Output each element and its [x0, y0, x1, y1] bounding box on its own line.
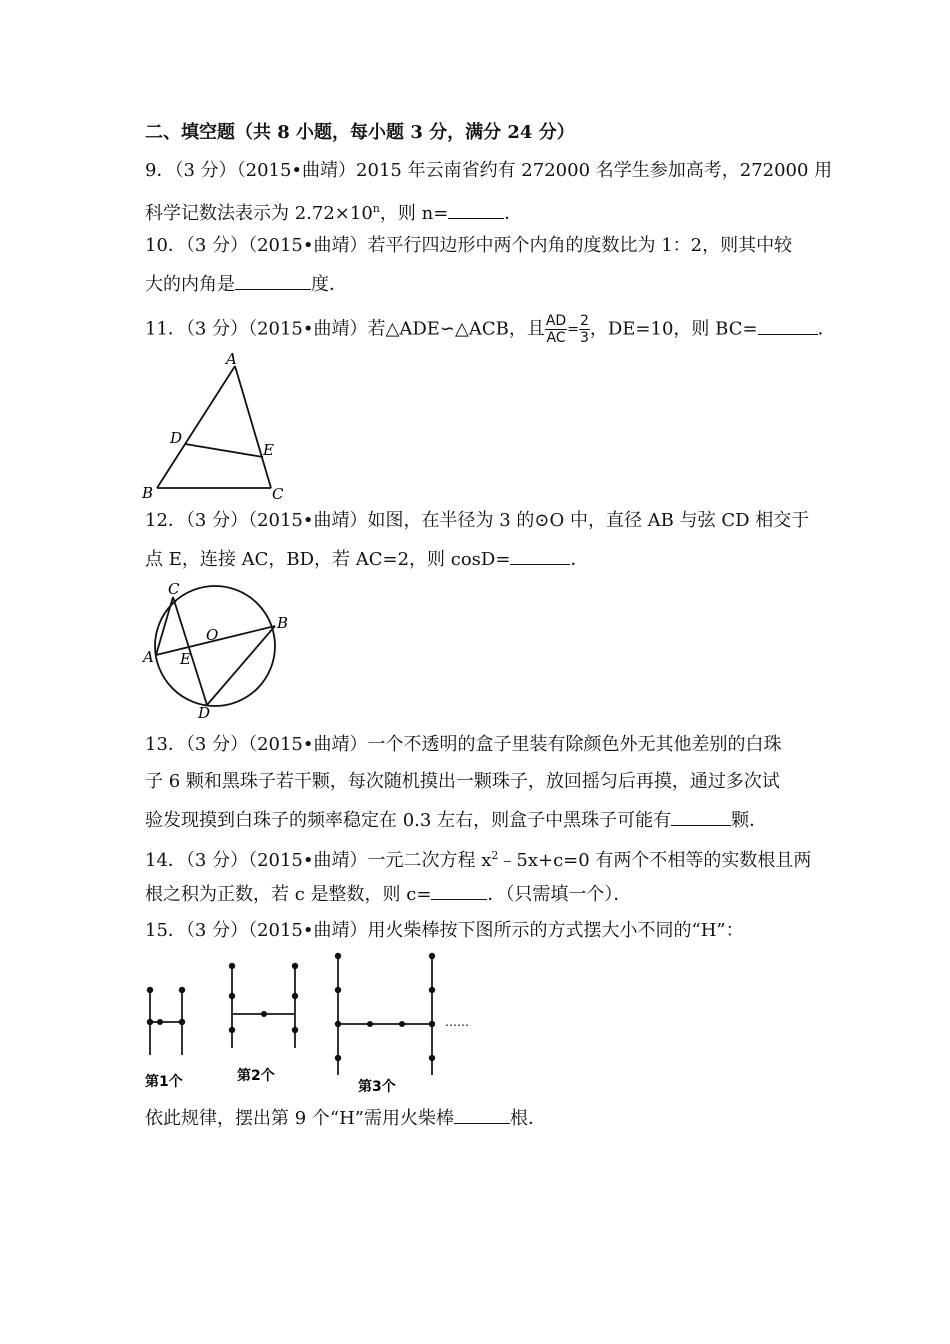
edge-ac: [235, 366, 271, 488]
q9-line1: 9．（3 分）（2015•曲靖）2015 年云南省约有 272000 名学生参加高考，272000 用: [145, 160, 833, 181]
q12-answer-blank: [510, 546, 570, 565]
figure-ellipsis: ……: [445, 1015, 469, 1029]
q11-answer-blank: [758, 316, 818, 335]
q13-line1: 13．（3 分）（2015•曲靖）一个不透明的盒子里装有除颜色外无其他差别的白珠: [145, 734, 782, 755]
q15-line1: 15．（3 分）（2015•曲靖）用火柴棒按下图所示的方式摆大小不同的“H”：: [145, 920, 744, 941]
q15-line2: 依此规律，摆出第 9 个“H”需用火柴棒 根．: [145, 1105, 546, 1131]
segment-de: [185, 444, 263, 457]
label-o: O: [206, 626, 219, 644]
q14-line1: 14．（3 分）（2015•曲靖）一元二次方程 $x^2﹣5x+c=0$ 有两个不相等的实数根且两: [145, 849, 812, 871]
label-e: E: [263, 441, 274, 459]
section-title: 二、填空题（共 8 小题，每小题 3 分，满分 24 分）: [145, 122, 575, 143]
q9-answer-blank: [448, 200, 504, 219]
label-first-h: 第1个: [145, 1074, 183, 1090]
label-a: A: [226, 350, 237, 368]
q9-line2: 科学记数法表示为 $2.72\times 10^n$，则 n= ．: [145, 202, 523, 224]
q11-line: 11．（3 分）（2015•曲靖）若△ADE∽△ACB，且 $\frac{AD}{AC}$ = $\frac{2}{3}$ ，DE=10，则 BC= ．: [145, 313, 836, 346]
label-b: B: [142, 484, 154, 502]
label-d: D: [170, 429, 183, 447]
q11-fraction-two-thirds: $\frac{2}{3}$: [579, 313, 589, 346]
label-c: C: [168, 580, 180, 598]
q11-triangle-figure: [140, 348, 300, 503]
q12-line1: 12．（3 分）（2015•曲靖）如图，在半径为 3 的⊙O 中，直径 AB 与弦 CD 相交于: [145, 510, 810, 531]
q10-line1: 10．（3 分）（2015•曲靖）若平行四边形中两个内角的度数比为 1：2，则其中较: [145, 235, 793, 256]
q12-line2: 点 E，连接 AC，BD，若 AC=2，则 cosD= ．: [145, 546, 588, 572]
q10-answer-blank: [235, 271, 311, 290]
label-second-h: 第2个: [237, 1068, 275, 1084]
q13-line3: 验发现摸到白珠子的频率稳定在 0.3 左右，则盒子中黑珠子可能有 颗．: [145, 807, 767, 833]
label-c: C: [272, 485, 284, 503]
q12-circle-figure: [140, 580, 300, 720]
q13-line2: 子 6 颗和黑珠子若干颗，每次随机摸出一颗珠子，放回摇匀后再摸，通过多次试: [145, 771, 780, 792]
label-d: D: [198, 704, 211, 722]
label-b: B: [277, 614, 289, 632]
q14-answer-blank: [431, 881, 487, 900]
label-a: A: [143, 648, 154, 666]
label-e: E: [180, 650, 191, 668]
q15-matchstick-figure: [140, 950, 480, 1100]
edge-ab: [157, 366, 235, 488]
q14-line2: 根之积为正数，若 c 是整数，则 c= ．（只需填一个）．: [145, 881, 631, 907]
q13-answer-blank: [671, 807, 731, 826]
q15-answer-blank: [454, 1105, 510, 1124]
q10-line2: 大的内角是 度．: [145, 271, 347, 297]
label-third-h: 第3个: [358, 1079, 396, 1095]
q11-fraction-ad-ac: $\frac{AD}{AC}$: [545, 313, 567, 346]
